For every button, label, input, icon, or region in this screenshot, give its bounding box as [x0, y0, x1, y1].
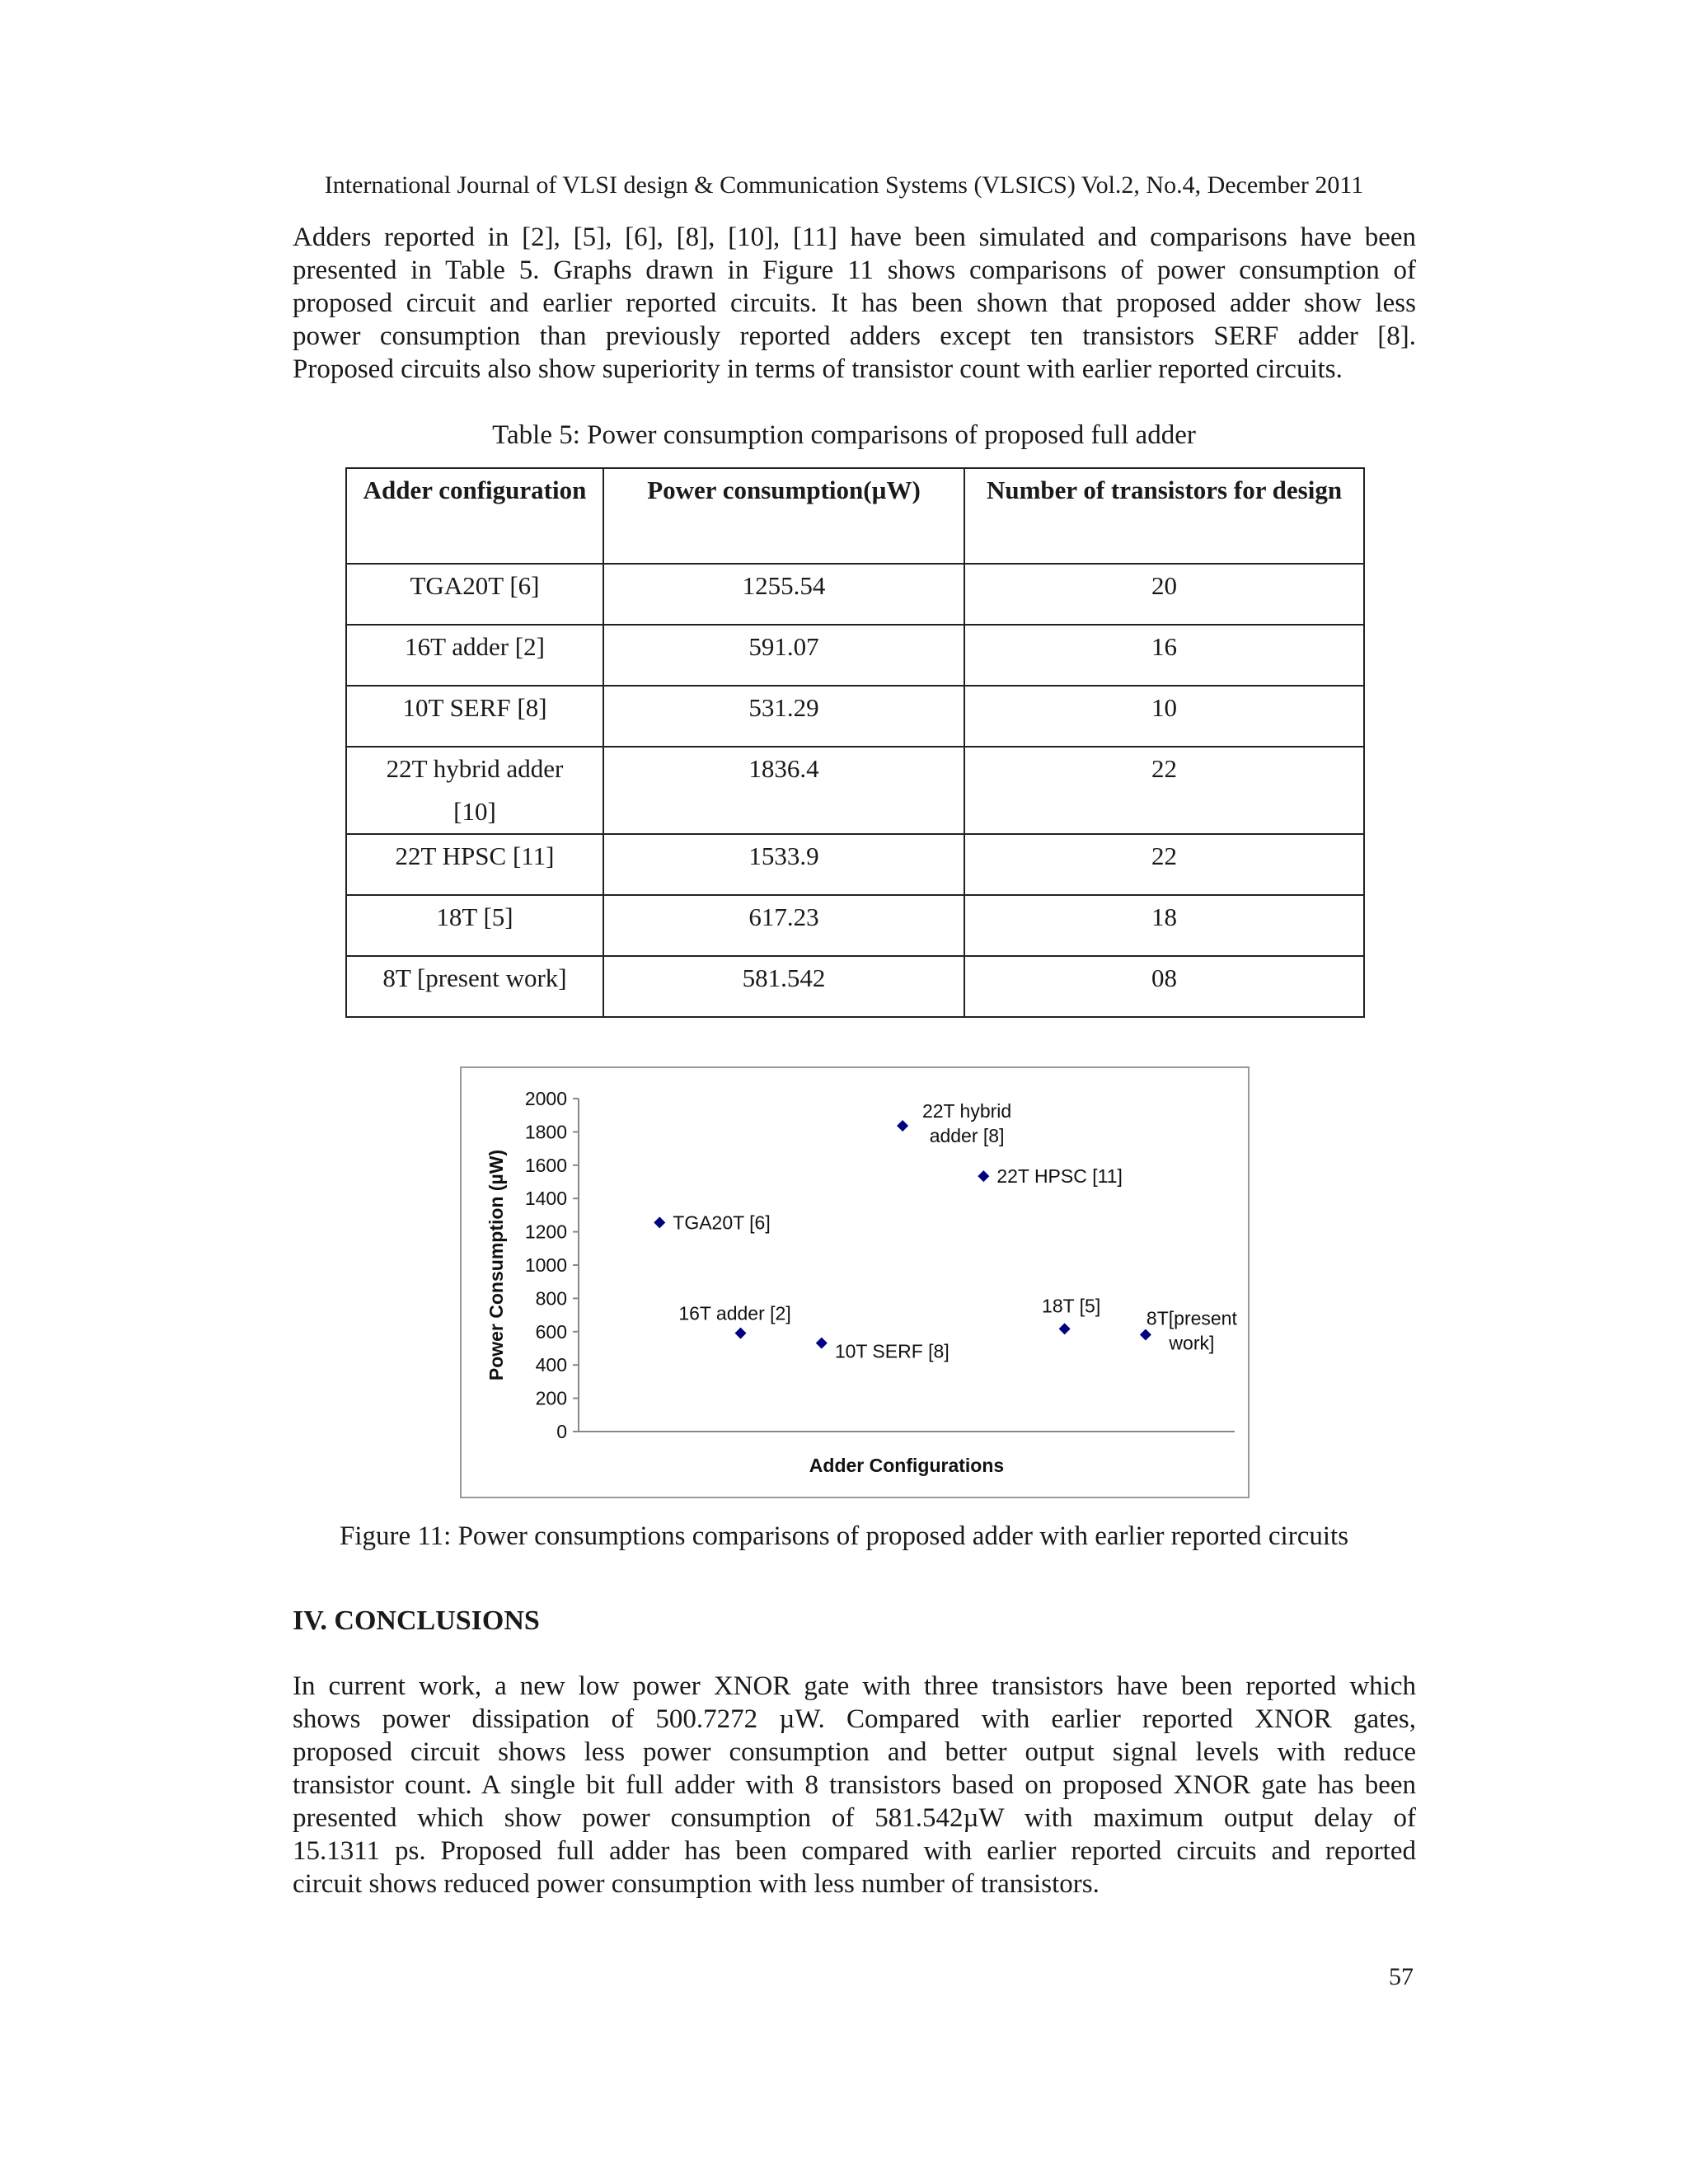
data-point-marker [735, 1328, 747, 1339]
chart-canvas [462, 1068, 1248, 1497]
page-number: 57 [1389, 1963, 1414, 1990]
data-point-label: 18T [5] [1042, 1295, 1101, 1317]
data-point-label: adder [8] [929, 1125, 1005, 1147]
data-point-label: TGA20T [6] [673, 1212, 771, 1234]
y-tick-label: 0 [556, 1421, 567, 1442]
x-axis-title: Adder Configurations [809, 1455, 1005, 1476]
config-cell: 22T HPSC [11] [346, 834, 603, 895]
data-point-marker [1059, 1323, 1071, 1334]
paragraph-line: In current work, a new low power XNOR gate with three transistors have been reported which [293, 1671, 1416, 1701]
table-row [346, 956, 1364, 1017]
paragraph-line: presented which show power consumption of 581.542µW with maximum output delay of [293, 1803, 1416, 1833]
table-row [346, 747, 1364, 834]
data-point-marker [654, 1216, 665, 1228]
figure-caption: Figure 11: Power consumptions comparisons of proposed adder with earlier reported circuits [339, 1521, 1349, 1551]
y-tick-label: 1800 [524, 1121, 567, 1143]
power-cell: 1836.4 [603, 747, 964, 834]
transistor-cell: 08 [964, 956, 1364, 1017]
data-point-label: work] [1169, 1332, 1215, 1354]
transistor-cell: 22 [964, 834, 1364, 895]
data-point-label: 16T adder [2] [678, 1302, 791, 1324]
config-cell: 10T SERF [8] [346, 686, 603, 747]
table-row [346, 895, 1364, 956]
y-tick-label: 1000 [524, 1254, 567, 1276]
y-tick-label: 600 [535, 1320, 567, 1343]
power-cell: 1255.54 [603, 564, 964, 625]
conclusion-paragraph [293, 1670, 1416, 1900]
power-cell: 617.23 [603, 895, 964, 956]
section-heading: IV. CONCLUSIONS [293, 1605, 540, 1636]
paragraph-line: transistor count. A single bit full adder with 8 transistors based on proposed XNOR gate has been [293, 1770, 1416, 1800]
y-axis-title: Power Consumption (µW) [485, 1149, 507, 1381]
power-cell: 591.07 [603, 625, 964, 686]
column-header: Adder configuration [346, 468, 603, 564]
transistor-cell: 10 [964, 686, 1364, 747]
transistor-cell: 18 [964, 895, 1364, 956]
transistor-cell: 22 [964, 747, 1364, 834]
config-cell: 18T [5] [346, 895, 603, 956]
y-tick-label: 1200 [524, 1221, 567, 1243]
paragraph-line: proposed circuit shows less power consumption and better output signal levels with reduce [293, 1737, 1416, 1767]
data-point-label: 8T[present [1146, 1307, 1237, 1329]
y-tick-label: 1400 [524, 1188, 567, 1210]
paragraph-line: Proposed circuits also show superiority in terms of transistor count with earlier reported circuits. [293, 354, 1343, 384]
y-tick-label: 1600 [524, 1154, 567, 1176]
intro-paragraph [293, 221, 1416, 386]
y-tick-label: 400 [535, 1354, 567, 1376]
config-cell: TGA20T [6] [346, 564, 603, 625]
comparison-table [345, 467, 1365, 1018]
transistor-cell: 16 [964, 625, 1364, 686]
table-row [346, 625, 1364, 686]
power-cell: 581.542 [603, 956, 964, 1017]
paragraph-line: circuit shows reduced power consumption with less number of transistors. [293, 1869, 1100, 1899]
table-caption: Table 5: Power consumption comparisons of proposed full adder [492, 420, 1196, 450]
paragraph-line: presented in Table 5. Graphs drawn in Figure 11 shows comparisons of power consumption of [293, 255, 1416, 285]
table-row [346, 686, 1364, 747]
config-text: 22T hybrid adder [386, 754, 564, 783]
config-text: [10] [453, 797, 496, 826]
y-tick-label: 2000 [524, 1088, 567, 1109]
paragraph-line: shows power dissipation of 500.7272 µW. Compared with earlier reported XNOR gates, [293, 1704, 1416, 1734]
data-point-label: 10T SERF [8] [834, 1340, 950, 1362]
table-header-row [346, 468, 1364, 564]
data-point-marker [816, 1338, 828, 1349]
config-cell [346, 747, 603, 834]
power-cell: 1533.9 [603, 834, 964, 895]
data-point-label: 22T hybrid [921, 1100, 1012, 1122]
config-cell: 16T adder [2] [346, 625, 603, 686]
config-cell: 8T [present work] [346, 956, 603, 1017]
paragraph-line: 15.1311 ps. Proposed full adder has been compared with earlier reported circuits and reported [293, 1836, 1416, 1866]
transistor-cell: 20 [964, 564, 1364, 625]
data-point-marker [897, 1120, 908, 1132]
paragraph-line: proposed circuit and earlier reported circuits. It has been shown that proposed adder show less [293, 288, 1416, 318]
column-header: Power consumption(µW) [603, 468, 964, 564]
running-head: International Journal of VLSI design & Communication Systems (VLSICS) Vol.2, No.4, December 2011 [324, 171, 1364, 199]
power-scatter-chart [460, 1066, 1250, 1498]
data-point-marker [978, 1170, 989, 1182]
table-row [346, 834, 1364, 895]
table-row [346, 564, 1364, 625]
y-tick-label: 800 [535, 1287, 567, 1310]
power-cell: 531.29 [603, 686, 964, 747]
paragraph-line: Adders reported in [2], [5], [6], [8], [10], [11] have been simulated and comparisons have been [293, 223, 1416, 252]
y-tick-label: 200 [535, 1387, 567, 1409]
data-point-label: 22T HPSC [11] [996, 1165, 1123, 1188]
data-point-marker [1140, 1329, 1151, 1341]
column-header: Number of transistors for design [964, 468, 1364, 564]
paragraph-line: power consumption than previously reported adders except ten transistors SERF adder [8]. [293, 321, 1416, 351]
